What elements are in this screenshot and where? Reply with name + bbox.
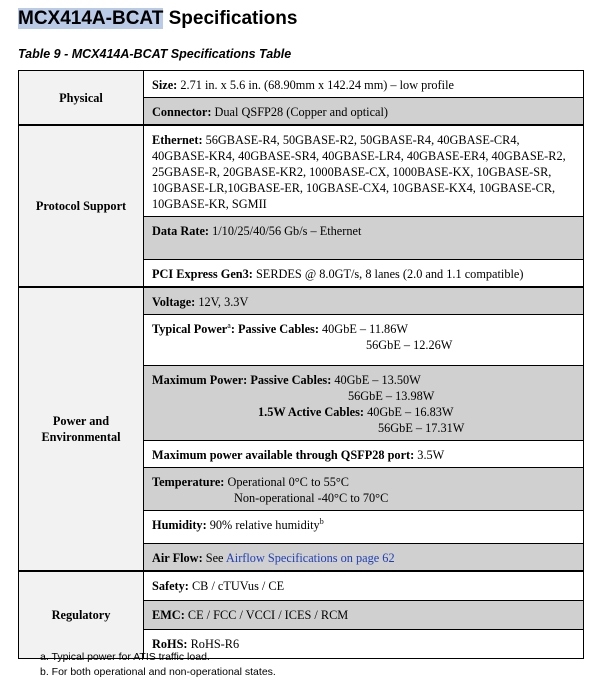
spec-size xyxy=(144,71,584,98)
spec-pci-express xyxy=(144,260,584,288)
spec-label: Data Rate: xyxy=(152,224,210,238)
table-row xyxy=(19,71,584,98)
spec-label: Safety: xyxy=(152,579,189,593)
spec-label: Humidity: xyxy=(152,518,207,532)
spec-ethernet xyxy=(144,125,584,217)
table-row xyxy=(19,287,584,315)
spec-connector xyxy=(144,98,584,126)
spec-label: Temperature: xyxy=(152,475,225,489)
spec-value: CB / cTUVus / CE xyxy=(188,579,285,593)
category-physical: Physical xyxy=(19,71,144,126)
spec-value: 2.71 in. x 5.6 in. (68.90mm x 142.24 mm) – low profile xyxy=(177,78,454,92)
table-row xyxy=(19,571,584,601)
spec-label: Connector: xyxy=(152,105,212,119)
spec-label: EMC: xyxy=(152,608,185,622)
footnotes xyxy=(40,650,276,680)
spec-value: RoHS-R6 xyxy=(187,637,240,651)
category-protocol-support: Protocol Support xyxy=(19,125,144,287)
spec-value: 56GbE – 17.31W xyxy=(378,421,465,435)
spec-value: SERDES @ 8.0GT/s, 8 lanes (2.0 and 1.1 compatible) xyxy=(252,267,524,281)
spec-data-rate xyxy=(144,217,584,260)
spec-value: CE / FCC / VCCI / ICES / RCM xyxy=(184,608,349,622)
spec-qsfp28-power xyxy=(144,441,584,468)
spec-value: See xyxy=(202,551,226,565)
spec-value: 40GbE – 16.83W xyxy=(364,405,454,419)
spec-label: Typical Power xyxy=(152,322,228,336)
spec-value: 56GbE – 12.26W xyxy=(366,338,453,352)
model-name: MCX414A-BCAT xyxy=(18,8,164,29)
spec-label: Maximum Power: Passive Cables: xyxy=(152,373,332,387)
spec-label: Ethernet: xyxy=(152,133,203,147)
table-row xyxy=(19,125,584,217)
spec-label: Size: xyxy=(152,78,178,92)
table-caption: Table 9 - MCX414A-BCAT Specifications Table xyxy=(18,47,292,61)
footnote: a. Typical power for ATIS traffic load. xyxy=(40,651,210,663)
airflow-specifications-link[interactable]: Airflow Specifications on page 62 xyxy=(225,551,395,565)
spec-value: Operational 0°C to 55°C xyxy=(224,475,349,489)
spec-maximum-power xyxy=(144,366,584,441)
spec-value: Dual QSFP28 (Copper and optical) xyxy=(211,105,388,119)
spec-label: Voltage: xyxy=(152,295,196,309)
category-line: Power and xyxy=(52,414,110,428)
spec-value: 90% relative humidity xyxy=(206,518,320,532)
footnote-marker: b xyxy=(319,516,324,526)
spec-safety xyxy=(144,571,584,601)
spec-temperature xyxy=(144,468,584,511)
specifications-table xyxy=(18,70,584,659)
spec-air-flow xyxy=(144,544,584,572)
spec-value: Non-operational -40°C to 70°C xyxy=(234,491,389,505)
footnote-marker: a xyxy=(227,320,231,330)
spec-label: RoHS: xyxy=(152,637,188,651)
spec-label: 1.5W Active Cables: xyxy=(258,405,364,419)
spec-voltage xyxy=(144,287,584,315)
spec-humidity xyxy=(144,511,584,544)
spec-label: Air Flow: xyxy=(152,551,203,565)
spec-label: : Passive Cables: xyxy=(230,322,319,336)
category-power-environmental xyxy=(19,287,144,571)
spec-value: 40GbE – 11.86W xyxy=(318,322,408,336)
spec-label: PCI Express Gen3: xyxy=(152,267,253,281)
spec-value: 40GbE – 13.50W xyxy=(331,373,421,387)
spec-emc xyxy=(144,601,584,630)
spec-label: Maximum power available through QSFP28 port: xyxy=(152,448,415,462)
spec-typical-power xyxy=(144,315,584,366)
spec-value: 1/10/25/40/56 Gb/s – Ethernet xyxy=(209,224,362,238)
spec-value: 56GbE – 13.98W xyxy=(348,389,435,403)
spec-value: 56GBASE-R4, 50GBASE-R2, 50GBASE-R4, 40GBASE-CR4, 40GBASE-KR4, 40GBASE-SR4, 40GBASE-LR4, 40GBASE-ER4, 40GBASE-R2, 25GBASE-R, 20GBASE-KR2, 1000BASE-CX, 1000BASE-KX, 10GBASE-SR, 10GBASE-LR,10GBASE-ER, 10GBASE-CX4, 10GBASE-KX4, 10GBASE-CR, 10GBASE-KR, SGMII xyxy=(152,133,566,211)
footnote: b. For both operational and non-operational states. xyxy=(40,666,276,678)
spec-value: 3.5W xyxy=(414,448,445,462)
category-line: Environmental xyxy=(41,430,121,444)
title-suffix: Specifications xyxy=(163,8,298,29)
category-regulatory: Regulatory xyxy=(19,571,144,659)
page-title xyxy=(18,8,297,30)
spec-value: 12V, 3.3V xyxy=(195,295,249,309)
